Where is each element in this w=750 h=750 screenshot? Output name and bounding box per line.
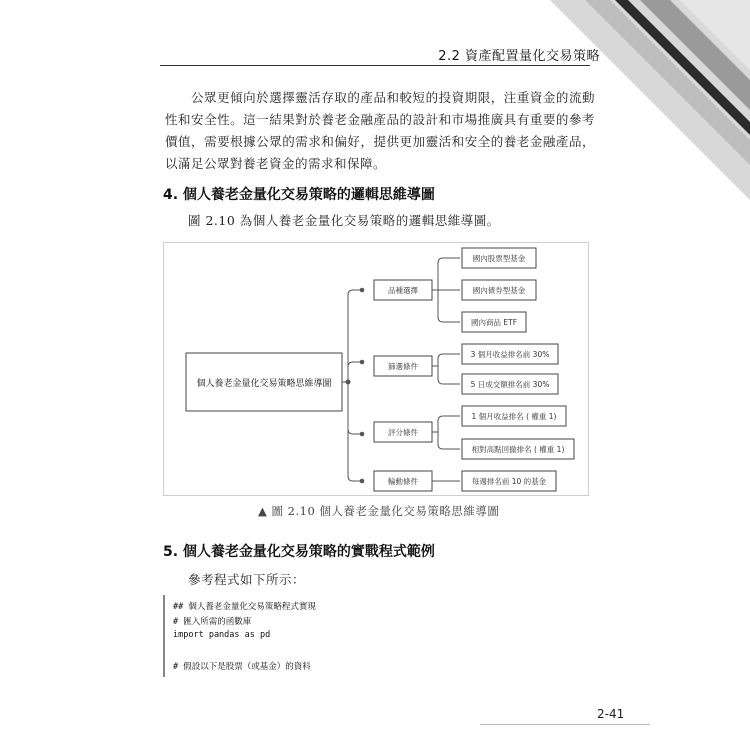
section-5-heading: 5. 個人養老金量化交易策略的實戰程式範例 [163,544,435,560]
section-4-heading: 4. 個人養老金量化交易策略的邏輯思維導圖 [163,187,435,203]
code-line: # 匯入所需的函數庫 [173,617,252,627]
code-line: # 假設以下是股票（或基金）的資料 [173,662,311,672]
section-4-intro: 圖 2.10 為個人養老金量化交易策略的邏輯思維導圖。 [188,213,500,228]
intro-paragraph: 公眾更傾向於選擇靈活存取的產品和較短的投資期限，注重資金的流動性和安全性。這一結果對於養老金融產品的設計和市場推廣具有重要的參考價值，需要根據公眾的需求和偏好，提供更加靈活和安全的養老金融產品，以滿足公眾對養老資金的需求和保障。 [165,90,595,171]
code-line: import pandas as pd [173,630,271,640]
branch-label-scoring: 評分條件 [388,428,418,437]
code-line: ## 個人養老金量化交易策略程式實現 [173,602,316,612]
mindmap-figure [163,242,589,496]
footer-rule [480,724,650,725]
leaf-label: 國內股票型基金 [472,254,526,263]
branch-label-variety: 品種選擇 [388,286,418,295]
leaf-label: 1 個月收益排名 ( 權重 1) [471,412,557,421]
leaf-label: 國內債券型基金 [472,286,526,295]
leaf-label: 每週排名前 10 的基金 [471,477,547,486]
section-5-intro: 參考程式如下所示： [188,572,306,587]
mindmap-root-label: 個人養老金量化交易策略思維導圖 [196,379,332,389]
figure-caption: ▲ 圖 2.10 個人養老金量化交易策略思維導圖 [258,504,500,518]
leaf-label: 3 個月收益排名前 30% [470,350,550,359]
leaf-label: 5 日成交額排名前 30% [470,380,550,389]
section-header-title: 2.2 資產配置量化交易策略 [438,49,600,64]
code-block [163,595,589,677]
mindmap-diagram [164,243,588,495]
page-number: 2-41 [597,707,625,721]
leaf-label: 相對高點回撤排名 ( 權重 1) [471,445,565,454]
leaf-label: 國內商品 ETF [470,318,518,327]
branch-label-rotation: 輪動條件 [388,477,418,486]
branch-label-filter: 篩選條件 [388,362,418,371]
header-rule [160,65,590,66]
